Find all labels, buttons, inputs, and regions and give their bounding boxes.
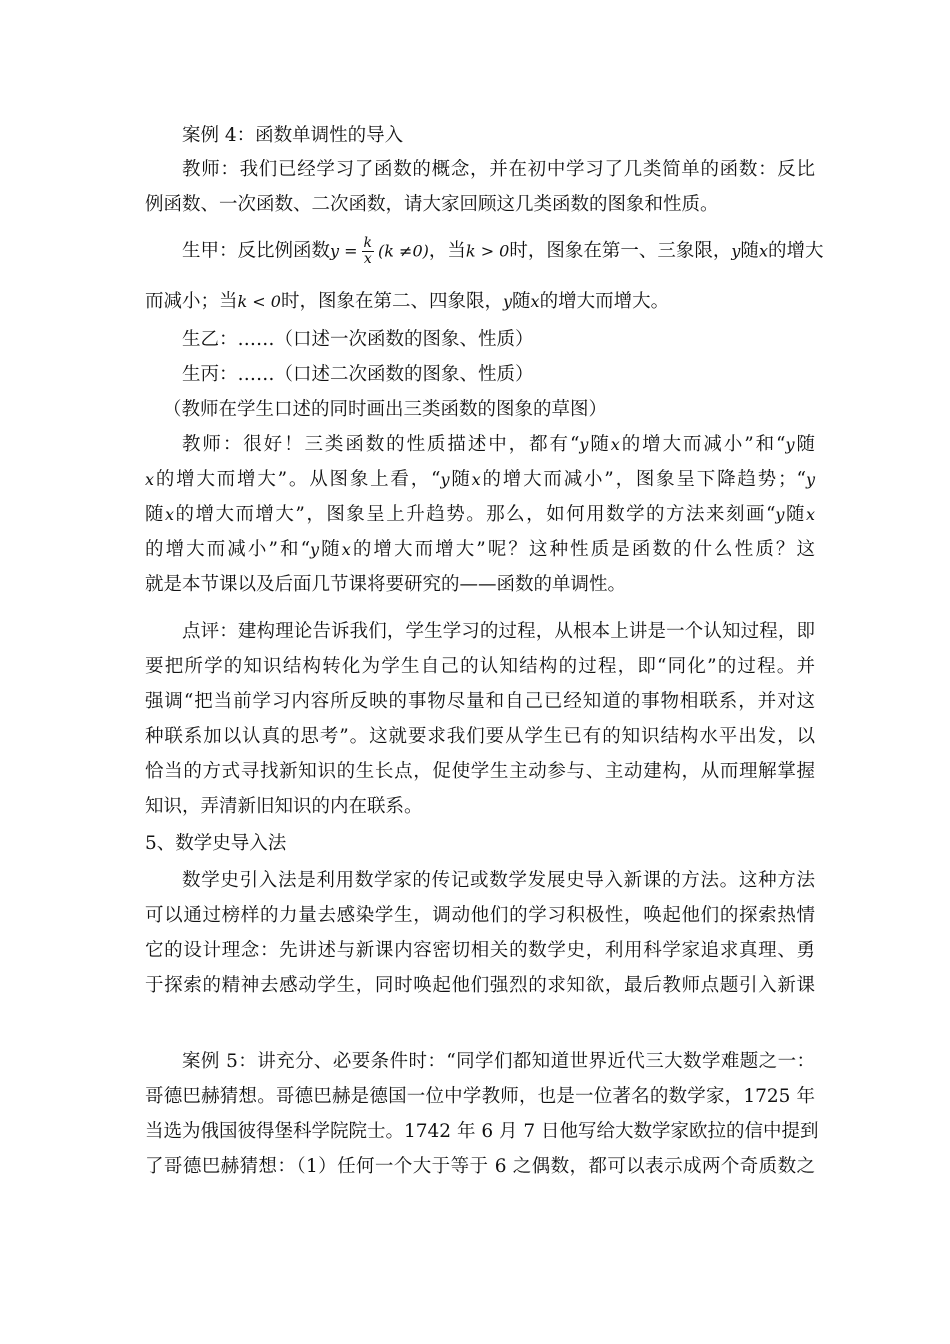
comment-line-5: 恰当的方式寻找新知识的生长点，促使学生主动参与、主动建构，从而理解掌握 [145, 761, 815, 782]
variable-y: y [310, 540, 320, 559]
text-fragment: 随 [145, 504, 165, 525]
text-fragment: 时，图象在第二、四象限， [280, 291, 503, 312]
text-fragment: ，当 [428, 240, 466, 262]
variable-y: y [579, 435, 589, 454]
variable-x: x [530, 292, 540, 311]
text-fragment: 随 [740, 240, 759, 262]
text-fragment: 随 [512, 291, 531, 312]
text-fragment: 教师：很好！三类函数的性质描述中，都有“ [182, 434, 580, 455]
comment-line-2: 要把所学的知识结构转化为学生自己的认知结构的过程，即“同化”的过程。并 [145, 656, 815, 677]
variable-x: x [610, 435, 620, 454]
section-5-line-4: 于探索的精神去感动学生，同时唤起他们强烈的求知欲，最后教师点题引入新课 [145, 975, 815, 996]
variable-x: x [164, 505, 175, 524]
formula-k-negative: k < 0 [237, 292, 281, 311]
teacher-paragraph-2-line-4 [145, 538, 815, 562]
student-b-line: 生乙：……（口述一次函数的图象、性质） [182, 329, 534, 350]
variable-y: y [785, 435, 795, 454]
variable-x: x [471, 470, 481, 489]
case5-line-3: 当选为俄国彼得堡科学院院士。1742 年 6 月 7 日他写给大数学家欧拉的信中提到 [145, 1121, 819, 1142]
formula-k-positive: k > 0 [465, 241, 510, 261]
student-a-prefix: 生甲：反比例函数 [182, 240, 331, 262]
section-5-line-2: 可以通过榜样的力量去感染学生，调动他们的学习积极性，唤起他们的探索热情 [145, 905, 815, 926]
section-5-line-1: 数学史引入法是利用数学家的传记或数学发展史导入新课的方法。这种方法 [182, 870, 815, 891]
section-5-line-3: 它的设计理念：先讲述与新课内容密切相关的数学史，利用科学家追求真理、勇 [145, 940, 815, 961]
fraction-numerator: k [363, 235, 373, 251]
case5-line-4: 了哥德巴赫猜想：（1）任何一个大于等于 6 之偶数，都可以表示成两个奇质数之 [145, 1156, 815, 1177]
comment-line-3: 强调“把当前学习内容所反映的事物尽量和自己已经知道的事物相联系，并对这 [145, 691, 815, 712]
comment-line-6: 知识，弄清新旧知识的内在联系。 [145, 796, 423, 817]
text-fragment: 随 [449, 469, 472, 490]
variable-x: x [805, 505, 815, 524]
text-fragment: 随 [784, 504, 806, 525]
text-fragment: 随 [794, 434, 815, 455]
text-fragment: 的增大而增大。 [539, 291, 670, 312]
text-fragment: 的增大而增大”呢？这种性质是函数的什么性质？这 [350, 539, 815, 560]
case4-title: 案例 4：函数单调性的导入 [182, 125, 404, 146]
case5-line-1: 案例 5：讲充分、必要条件时：“同学们都知道世界近代三大数学难题之一： [182, 1051, 815, 1072]
variable-y: y [775, 505, 785, 524]
text-fragment: 的增大而增大”。从图象上看，“ [154, 469, 441, 490]
section-5-heading: 5、数学史导入法 [145, 833, 287, 854]
variable-y: y [731, 241, 741, 261]
case5-line-2: 哥德巴赫猜想。哥德巴赫是德国一位中学教师，也是一位著名的数学家，1725 年 [145, 1086, 815, 1107]
student-a-line-1 [182, 235, 824, 267]
teacher-paragraph-2-line-3 [145, 503, 815, 527]
variable-y: y [440, 470, 450, 489]
teacher-paragraph-1-line-1: 教师：我们已经学习了函数的概念，并在初中学习了几类简单的函数：反比 [182, 159, 815, 180]
student-a-line-2 [145, 290, 815, 314]
text-fragment: 的增大而减小”和“ [619, 434, 786, 455]
student-c-line: 生丙：……（口述二次函数的图象、性质） [182, 364, 534, 385]
text-fragment: 的增大而减小”，图象呈下降趋势；“ [480, 469, 806, 490]
variable-x: x [145, 470, 155, 489]
comment-line-4: 种联系加以认真的思考”。这就要求我们要从学生已有的知识结构水平出发，以 [145, 726, 815, 747]
fraction-k-over-x [362, 236, 374, 267]
variable-y: y [502, 292, 513, 311]
variable-x: x [341, 540, 351, 559]
teacher-paragraph-2-line-5: 就是本节课以及后面几节课将要研究的——函数的单调性。 [145, 574, 627, 595]
comment-line-1: 点评：建构理论告诉我们，学生学习的过程，从根本上讲是一个认知过程，即 [182, 621, 815, 642]
text-fragment: 随 [588, 434, 611, 455]
text-fragment: 时，图象在第一、三象限， [509, 240, 732, 262]
teacher-note: （教师在学生口述的同时画出三类函数的图象的草图） [163, 399, 608, 420]
text-fragment: 而减小；当 [145, 291, 238, 312]
variable-x: x [758, 241, 768, 261]
variable-y: y [805, 470, 815, 489]
text-fragment: 的增大而减小”和“ [145, 539, 311, 560]
fraction-denominator: x [363, 251, 372, 267]
teacher-paragraph-2-line-2 [145, 468, 815, 492]
text-fragment: 的增大而增大”，图象呈上升趋势。那么，如何用数学的方法来刻画“ [174, 504, 776, 525]
formula-y: y = [330, 241, 358, 261]
teacher-paragraph-2-line-1 [182, 433, 815, 457]
formula-condition: (k ≠0) [378, 241, 429, 261]
teacher-paragraph-1-line-2: 例函数、一次函数、二次函数，请大家回顾这几类函数的图象和性质。 [145, 194, 719, 215]
text-fragment: 随 [319, 539, 342, 560]
text-fragment: 的增大 [767, 240, 824, 262]
